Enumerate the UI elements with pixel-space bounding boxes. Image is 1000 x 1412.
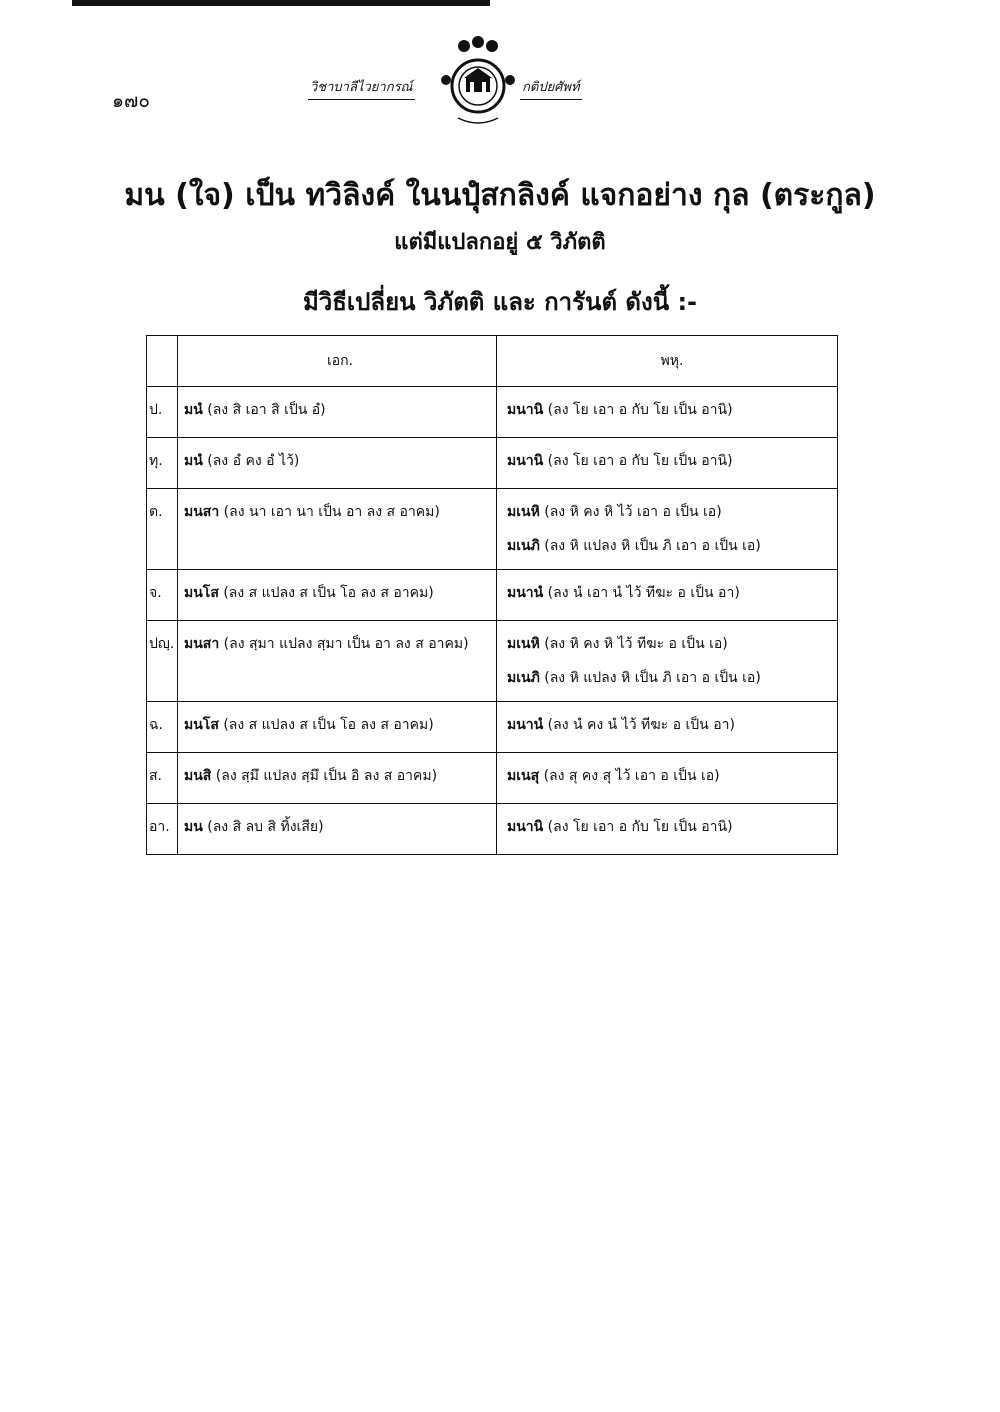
singular-note: (ลง อํ คง อํ ไว้)	[202, 453, 300, 469]
declension-table-wrapper	[146, 335, 838, 855]
plural-form-alt: มเนภิ	[507, 670, 540, 686]
plural-cell	[507, 398, 837, 422]
plural-note: (ลง หิ คง หิ ไว้ ทีฆะ อ เป็น เอ)	[539, 636, 728, 652]
singular-form: มนโส	[184, 585, 219, 601]
plural-form: มเนหิ	[507, 636, 540, 652]
declension-table	[146, 335, 838, 855]
plural-cell	[507, 449, 837, 473]
singular-note: (ลง สฺมา แปลง สฺมา เป็น อา ลง ส อาคม)	[219, 636, 469, 652]
title-sub: แต่มีแปลกอยู่ ๕ วิภัตติ	[394, 230, 606, 255]
singular-note: (ลง ส แปลง ส เป็น โอ ลง ส อาคม)	[218, 585, 434, 601]
singular-cell	[184, 500, 496, 524]
plural-form: มเนสุ	[507, 768, 540, 784]
plural-cell	[507, 632, 837, 656]
top-scan-bar	[72, 0, 490, 6]
page-number: ๑๗๐	[112, 90, 150, 112]
plural-form: มนานิ	[507, 402, 544, 418]
plural-form: มนานํ	[507, 585, 544, 601]
table-row	[147, 570, 838, 621]
table-row	[147, 621, 838, 702]
singular-note: (ลง ส แปลง ส เป็น โอ ลง ส อาคม)	[218, 717, 434, 733]
singular-form: มนสา	[184, 636, 220, 652]
singular-note: (ลง สิ เอา สิ เป็น อํ)	[202, 402, 326, 418]
singular-cell	[184, 815, 496, 839]
case-label: ต.	[149, 504, 163, 520]
plural-note: (ลง โย เอา อ กับ โย เป็น อานิ)	[543, 453, 733, 469]
plural-form: มนานิ	[507, 819, 544, 835]
case-label: ทุ.	[149, 453, 163, 469]
header-case	[147, 336, 178, 387]
plural-cell	[507, 815, 837, 839]
singular-note: (ลง สิ ลบ สิ ทิ้งเสีย)	[202, 819, 324, 835]
case-label: อา.	[149, 819, 170, 835]
plural-note: (ลง สุ คง สุ ไว้ เอา อ เป็น เอ)	[539, 768, 720, 784]
singular-note: (ลง นา เอา นา เป็น อา ลง ส อาคม)	[219, 504, 440, 520]
singular-cell	[184, 713, 496, 737]
singular-form: มนโส	[184, 717, 219, 733]
singular-form: มนสา	[184, 504, 220, 520]
header-right: กติปยศัพท์	[520, 76, 582, 100]
singular-cell	[184, 581, 496, 605]
singular-cell	[184, 764, 496, 788]
plural-form: มนานิ	[507, 453, 544, 469]
case-label: ป.	[149, 402, 163, 418]
singular-form: มนสิ	[184, 768, 212, 784]
plural-note-alt: (ลง หิ แปลง หิ เป็น ภิ เอา อ เป็น เอ)	[539, 670, 761, 686]
table-row	[147, 753, 838, 804]
plural-cell	[507, 500, 837, 524]
plural-note: (ลง นํ เอา นํ ไว้ ทีฆะ อ เป็น อา)	[543, 585, 740, 601]
singular-form: มน	[184, 819, 203, 835]
table-row	[147, 804, 838, 855]
singular-form: มนํ	[184, 402, 203, 418]
singular-cell	[184, 398, 496, 422]
table-header-row	[147, 336, 838, 387]
singular-cell	[184, 449, 496, 473]
header-plural: พหุ.	[497, 336, 838, 387]
case-label: ฉ.	[149, 717, 163, 733]
table-row	[147, 702, 838, 753]
table-row	[147, 438, 838, 489]
plural-cell-alt	[507, 534, 837, 558]
plural-cell	[507, 713, 837, 737]
plural-cell	[507, 581, 837, 605]
case-label: ปญฺ.	[149, 636, 175, 652]
plural-form: มเนหิ	[507, 504, 540, 520]
header-left: วิชาบาลีไวยากรณ์	[308, 76, 415, 100]
case-label: จ.	[149, 585, 162, 601]
header-singular: เอก.	[178, 336, 497, 387]
singular-cell	[184, 632, 496, 656]
plural-note: (ลง หิ คง หิ ไว้ เอา อ เป็น เอ)	[539, 504, 722, 520]
plural-form: มนานํ	[507, 717, 544, 733]
table-row	[147, 387, 838, 438]
plural-cell	[507, 764, 837, 788]
title-main: มน (ใจ) เป็น ทวิลิงค์ ในนปุํสกลิงค์ แจกอย่าง กุล (ตระกูล)	[124, 178, 876, 213]
plural-note: (ลง นํ คง นํ ไว้ ทีฆะ อ เป็น อา)	[543, 717, 735, 733]
plural-form-alt: มเนภิ	[507, 538, 540, 554]
plural-note: (ลง โย เอา อ กับ โย เป็น อานิ)	[543, 402, 733, 418]
case-label: ส.	[149, 768, 162, 784]
plural-cell-alt	[507, 666, 837, 690]
singular-note: (ลง สฺมึ แปลง สฺมึ เป็น อิ ลง ส อาคม)	[211, 768, 438, 784]
plural-note: (ลง โย เอา อ กับ โย เป็น อานิ)	[543, 819, 733, 835]
table-row	[147, 489, 838, 570]
plural-note-alt: (ลง หิ แปลง หิ เป็น ภิ เอา อ เป็น เอ)	[539, 538, 761, 554]
emblem-logo	[436, 34, 520, 130]
singular-form: มนํ	[184, 453, 203, 469]
title-method: มีวิธีเปลี่ยน วิภัตติ และ การันต์ ดังนี้ :-	[302, 288, 698, 316]
